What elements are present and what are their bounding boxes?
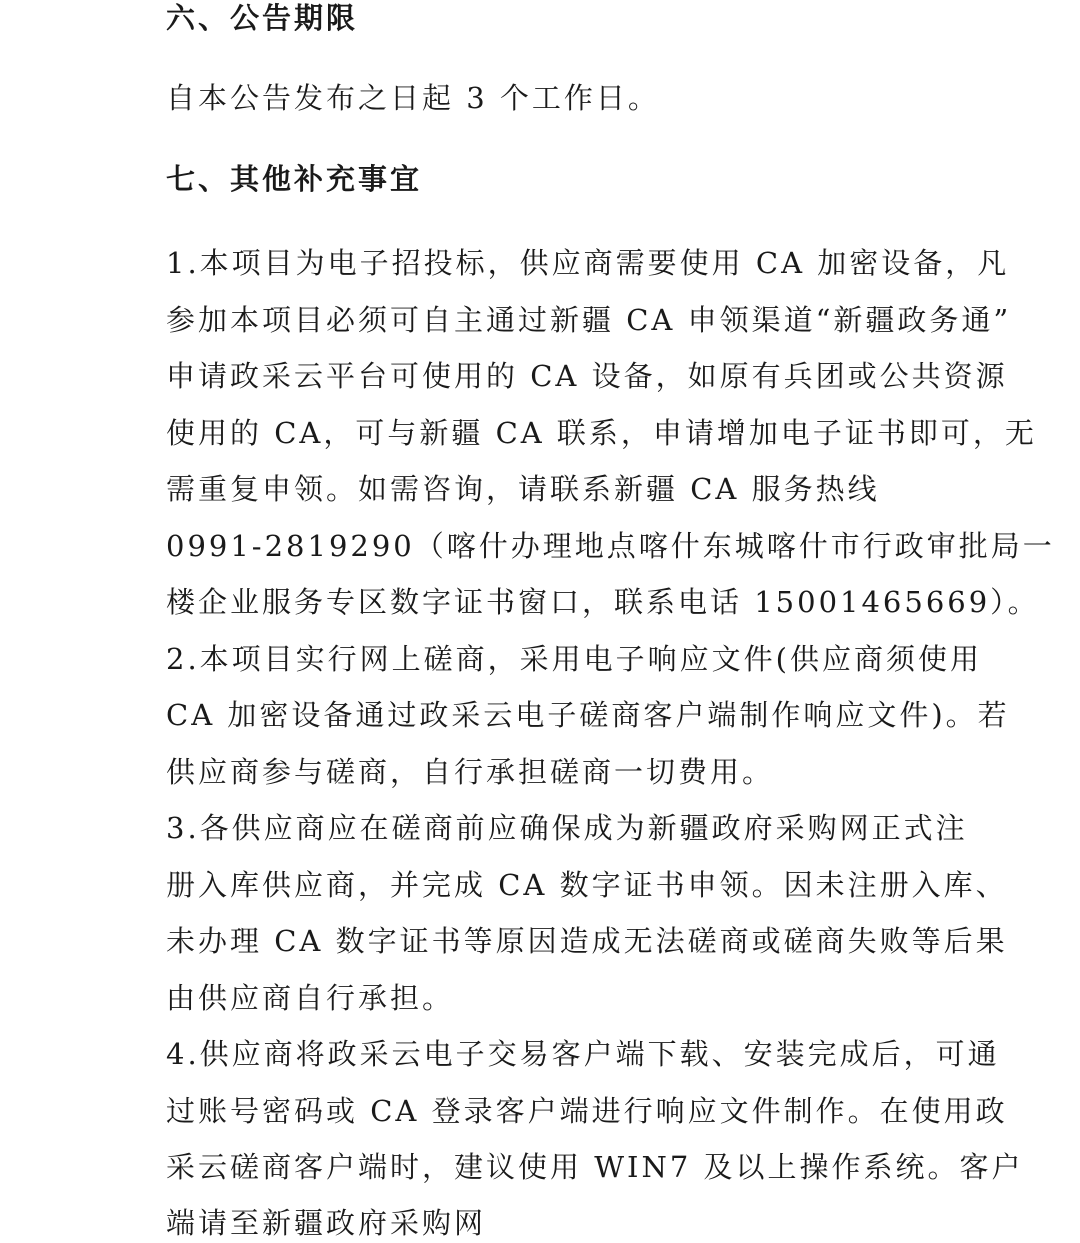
section-seven-heading: 七、其他补充事宜 bbox=[166, 162, 423, 196]
paragraph-line: 4.供应商将政采云电子交易客户端下载、安装完成后，可通 bbox=[166, 1037, 1000, 1071]
section-six-heading: 六、公告期限 bbox=[166, 1, 359, 35]
paragraph-line: 需重复申领。如需咨询，请联系新疆 CA 服务热线 bbox=[166, 472, 880, 506]
paragraph-line: 3.各供应商应在磋商前应确保成为新疆政府采购网正式注 bbox=[166, 811, 968, 845]
paragraph-line: 由供应商自行承担。 bbox=[166, 981, 455, 1015]
paragraph-line: 端请至新疆政府采购网 bbox=[166, 1206, 487, 1240]
paragraph-line: 2.本项目实行网上磋商，采用电子响应文件(供应商须使用 bbox=[166, 642, 982, 676]
paragraph-line: 使用的 CA，可与新疆 CA 联系，申请增加电子证书即可，无 bbox=[166, 416, 1037, 450]
paragraph-line: 未办理 CA 数字证书等原因造成无法磋商或磋商失败等后果 bbox=[166, 924, 1008, 958]
paragraph-line: 册入库供应商，并完成 CA 数字证书申领。因未注册入库、 bbox=[166, 868, 1008, 902]
paragraph-line: CA 加密设备通过政采云电子磋商客户端制作响应文件)。若 bbox=[166, 698, 1010, 732]
paragraph-line: 采云磋商客户端时，建议使用 WIN7 及以上操作系统。客户 bbox=[166, 1150, 1024, 1184]
paragraph-line: 楼企业服务专区数字证书窗口，联系电话 15001465669）。 bbox=[166, 585, 1040, 619]
paragraph-line: 供应商参与磋商，自行承担磋商一切费用。 bbox=[166, 755, 775, 789]
paragraph-line: 申请政采云平台可使用的 CA 设备，如原有兵团或公共资源 bbox=[166, 359, 1008, 393]
paragraph-line: 过账号密码或 CA 登录客户端进行响应文件制作。在使用政 bbox=[166, 1094, 1008, 1128]
paragraph-line: 0991-2819290（喀什办理地点喀什东城喀什市行政审批局一 bbox=[166, 529, 1055, 563]
section-six-body: 自本公告发布之日起 3 个工作日。 bbox=[166, 81, 660, 115]
paragraph-line: 1.本项目为电子招投标，供应商需要使用 CA 加密设备，凡 bbox=[166, 246, 1010, 280]
paragraph-line: 参加本项目必须可自主通过新疆 CA 申领渠道“新疆政务通” bbox=[166, 303, 1012, 337]
